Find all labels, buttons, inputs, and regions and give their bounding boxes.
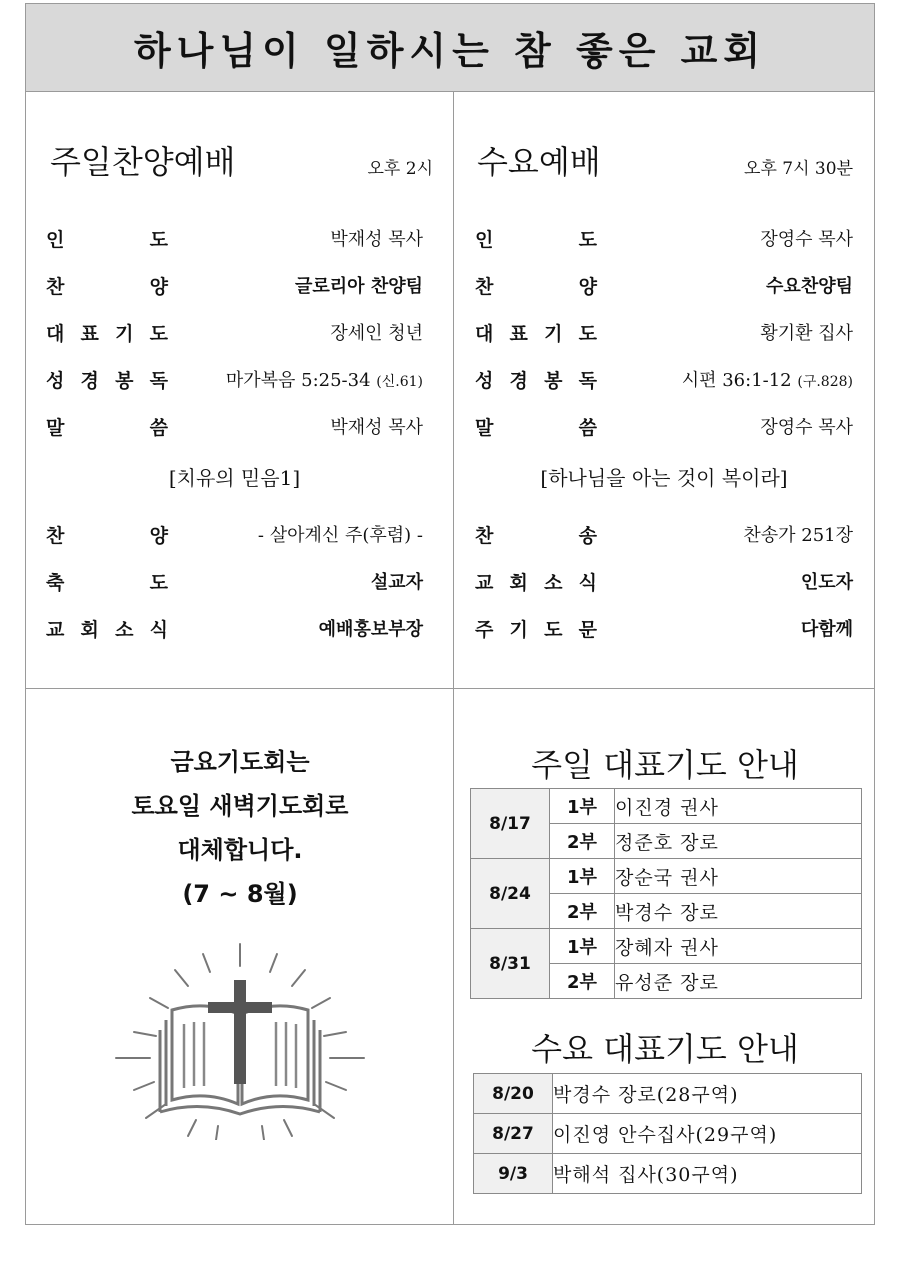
table-row — [474, 1114, 862, 1154]
order-label-char: 교 — [46, 618, 65, 641]
prayer-leader: 박해석 집사(30구역) — [553, 1154, 862, 1194]
order-value-text: 찬송가 251장 — [743, 525, 853, 546]
order-value — [330, 319, 423, 345]
order-label-char: 도 — [544, 618, 563, 641]
sunday-service-title: 주일찬양예배 — [50, 143, 236, 181]
order-row — [46, 270, 423, 300]
table-row — [474, 1074, 862, 1114]
order-value-text: 황기환 집사 — [760, 323, 853, 344]
prayer-leader: 이진영 안수집사(29구역) — [553, 1114, 862, 1154]
notice-line: 대체합니다. — [177, 836, 303, 864]
order-row — [46, 613, 423, 643]
order-row — [475, 613, 853, 643]
notice-line: 금요기도회는 — [170, 748, 310, 776]
order-value — [743, 521, 853, 547]
order-value-text: 예배홍보부장 — [318, 619, 423, 640]
order-label-char: 양 — [149, 275, 168, 298]
sunday-service-header — [50, 143, 433, 183]
order-value — [330, 413, 423, 439]
wednesday-service-title: 수요예배 — [477, 143, 601, 181]
friday-prayer-notice — [70, 740, 410, 916]
order-label-char: 대 — [475, 322, 494, 345]
order-label-char: 찬 — [475, 275, 494, 298]
order-label-char: 성 — [475, 369, 494, 392]
order-row — [475, 317, 853, 347]
order-label — [46, 413, 168, 440]
order-label-char: 도 — [149, 228, 168, 251]
order-label — [475, 366, 597, 393]
order-label-char: 봉 — [544, 369, 563, 392]
order-value-text: 마가복음 5:25-34 — [225, 370, 371, 391]
order-label-char: 표 — [509, 322, 528, 345]
order-value — [371, 568, 423, 594]
order-value — [760, 413, 853, 439]
order-row — [46, 411, 423, 441]
order-label-char: 소 — [115, 618, 134, 641]
order-label-char: 축 — [46, 571, 65, 594]
order-value — [801, 568, 853, 594]
order-label-char: 대 — [46, 322, 65, 345]
order-label-char: 기 — [115, 322, 134, 345]
service-part: 2부 — [550, 824, 615, 859]
order-label-char: 말 — [475, 416, 494, 439]
sunday-prayer-table — [470, 788, 862, 999]
wednesday-service-time: 오후 7시 30분 — [744, 159, 853, 179]
prayer-leader: 장순국 권사 — [615, 859, 862, 894]
order-row — [475, 411, 853, 441]
table-row — [471, 789, 862, 824]
order-row — [46, 519, 423, 549]
order-value — [226, 366, 423, 392]
prayer-leader: 이진경 권사 — [615, 789, 862, 824]
order-label-char: 찬 — [475, 524, 494, 547]
order-value — [801, 615, 853, 641]
order-label-char: 인 — [46, 228, 65, 251]
order-label-char: 씀 — [578, 416, 597, 439]
order-label-char: 도 — [578, 322, 597, 345]
order-row — [475, 223, 853, 253]
sunday-service-time: 오후 2시 — [367, 159, 433, 179]
prayer-leader: 박경수 장로 — [615, 894, 862, 929]
order-label — [475, 225, 597, 252]
order-label-char: 도 — [578, 228, 597, 251]
order-label-char: 주 — [475, 618, 494, 641]
notice-line: 토요일 새벽기도회로 — [131, 792, 349, 820]
order-label — [46, 615, 168, 642]
order-value-text: 박재성 목사 — [330, 417, 423, 438]
order-row — [475, 364, 853, 394]
order-label-char: 경 — [80, 369, 99, 392]
church-slogan-banner: 하나님이 일하시는 참 좋은 교회 — [26, 4, 874, 92]
scripture-reference: (구.828) — [797, 374, 853, 390]
order-label-char: 말 — [46, 416, 65, 439]
order-label — [475, 319, 597, 346]
order-label-char: 성 — [46, 369, 65, 392]
sunday-prayer-title: 주일 대표기도 안내 — [531, 746, 799, 784]
order-label-char: 독 — [149, 369, 168, 392]
order-value — [295, 272, 423, 298]
service-part: 1부 — [550, 859, 615, 894]
order-label-char: 송 — [578, 524, 597, 547]
order-value — [258, 521, 423, 547]
order-value-text: 수요찬양팀 — [766, 276, 853, 297]
order-label-char: 기 — [544, 322, 563, 345]
order-row — [46, 364, 423, 394]
prayer-date: 8/27 — [474, 1114, 553, 1154]
prayer-date: 8/24 — [471, 859, 550, 929]
order-label — [475, 413, 597, 440]
order-label-char: 문 — [578, 618, 597, 641]
order-value-text: 박재성 목사 — [330, 229, 423, 250]
order-label-char: 인 — [475, 228, 494, 251]
order-value-text: 설교자 — [370, 572, 423, 593]
order-value-text: 글로리아 찬양팀 — [295, 276, 423, 297]
order-value — [766, 272, 853, 298]
order-label-char: 회 — [509, 571, 528, 594]
order-value-text: 장세인 청년 — [330, 323, 423, 344]
bible-cross-icon — [110, 940, 370, 1140]
prayer-date: 8/17 — [471, 789, 550, 859]
order-label — [46, 366, 168, 393]
table-row — [474, 1154, 862, 1194]
order-label — [46, 319, 168, 346]
order-value — [330, 225, 423, 251]
order-label — [475, 272, 597, 299]
prayer-leader: 장혜자 권사 — [615, 929, 862, 964]
sermon-title: [하나님을 아는 것이 복이라] — [540, 466, 788, 490]
order-label-char: 찬 — [46, 524, 65, 547]
order-value — [760, 225, 853, 251]
prayer-date: 8/31 — [471, 929, 550, 999]
order-value-text: - 살아계신 주(후렴) - — [257, 525, 423, 546]
service-part: 1부 — [550, 929, 615, 964]
order-label — [475, 568, 597, 595]
order-row — [46, 317, 423, 347]
order-value — [319, 615, 423, 641]
order-label — [46, 225, 168, 252]
order-label-char: 씀 — [149, 416, 168, 439]
order-label-char: 회 — [80, 618, 99, 641]
order-value — [682, 366, 853, 392]
order-label — [475, 521, 597, 548]
prayer-date: 9/3 — [474, 1154, 553, 1194]
order-value-text: 인도자 — [800, 572, 853, 593]
order-label-char: 식 — [578, 571, 597, 594]
order-label-char: 교 — [475, 571, 494, 594]
wednesday-prayer-table — [473, 1073, 862, 1194]
column-divider — [453, 91, 454, 1225]
prayer-leader: 유성준 장로 — [615, 964, 862, 999]
order-value-text: 장영수 목사 — [760, 417, 853, 438]
order-label-char: 식 — [149, 618, 168, 641]
order-label-char: 찬 — [46, 275, 65, 298]
order-row — [46, 566, 423, 596]
order-value-text: 다함께 — [800, 619, 853, 640]
order-row — [46, 223, 423, 253]
order-label-char: 봉 — [115, 369, 134, 392]
service-part: 2부 — [550, 894, 615, 929]
wednesday-prayer-title: 수요 대표기도 안내 — [531, 1030, 799, 1068]
order-label-char: 도 — [149, 571, 168, 594]
order-label — [46, 568, 168, 595]
order-label-char: 기 — [509, 618, 528, 641]
order-label-char: 독 — [578, 369, 597, 392]
prayer-leader: 박경수 장로(28구역) — [553, 1074, 862, 1114]
order-label — [46, 521, 168, 548]
table-row — [471, 859, 862, 894]
order-row — [475, 566, 853, 596]
order-label-char: 표 — [80, 322, 99, 345]
prayer-date: 8/20 — [474, 1074, 553, 1114]
table-row — [471, 929, 862, 964]
notice-line: (7 ~ 8월) — [182, 880, 298, 908]
wednesday-service-header — [477, 143, 853, 183]
order-row — [475, 270, 853, 300]
order-label-char: 양 — [578, 275, 597, 298]
order-value-text: 장영수 목사 — [760, 229, 853, 250]
order-label-char: 소 — [544, 571, 563, 594]
service-part: 1부 — [550, 789, 615, 824]
order-label — [475, 615, 597, 642]
order-value — [760, 319, 853, 345]
order-label — [46, 272, 168, 299]
order-row — [475, 519, 853, 549]
order-label-char: 양 — [149, 524, 168, 547]
order-value-text: 시편 36:1-12 — [681, 370, 792, 391]
scripture-reference: (신.61) — [376, 374, 423, 390]
prayer-leader: 정준호 장로 — [615, 824, 862, 859]
service-part: 2부 — [550, 964, 615, 999]
order-label-char: 도 — [149, 322, 168, 345]
sermon-title: [치유의 믿음1] — [168, 466, 301, 490]
row-divider — [26, 688, 874, 689]
order-label-char: 경 — [509, 369, 528, 392]
